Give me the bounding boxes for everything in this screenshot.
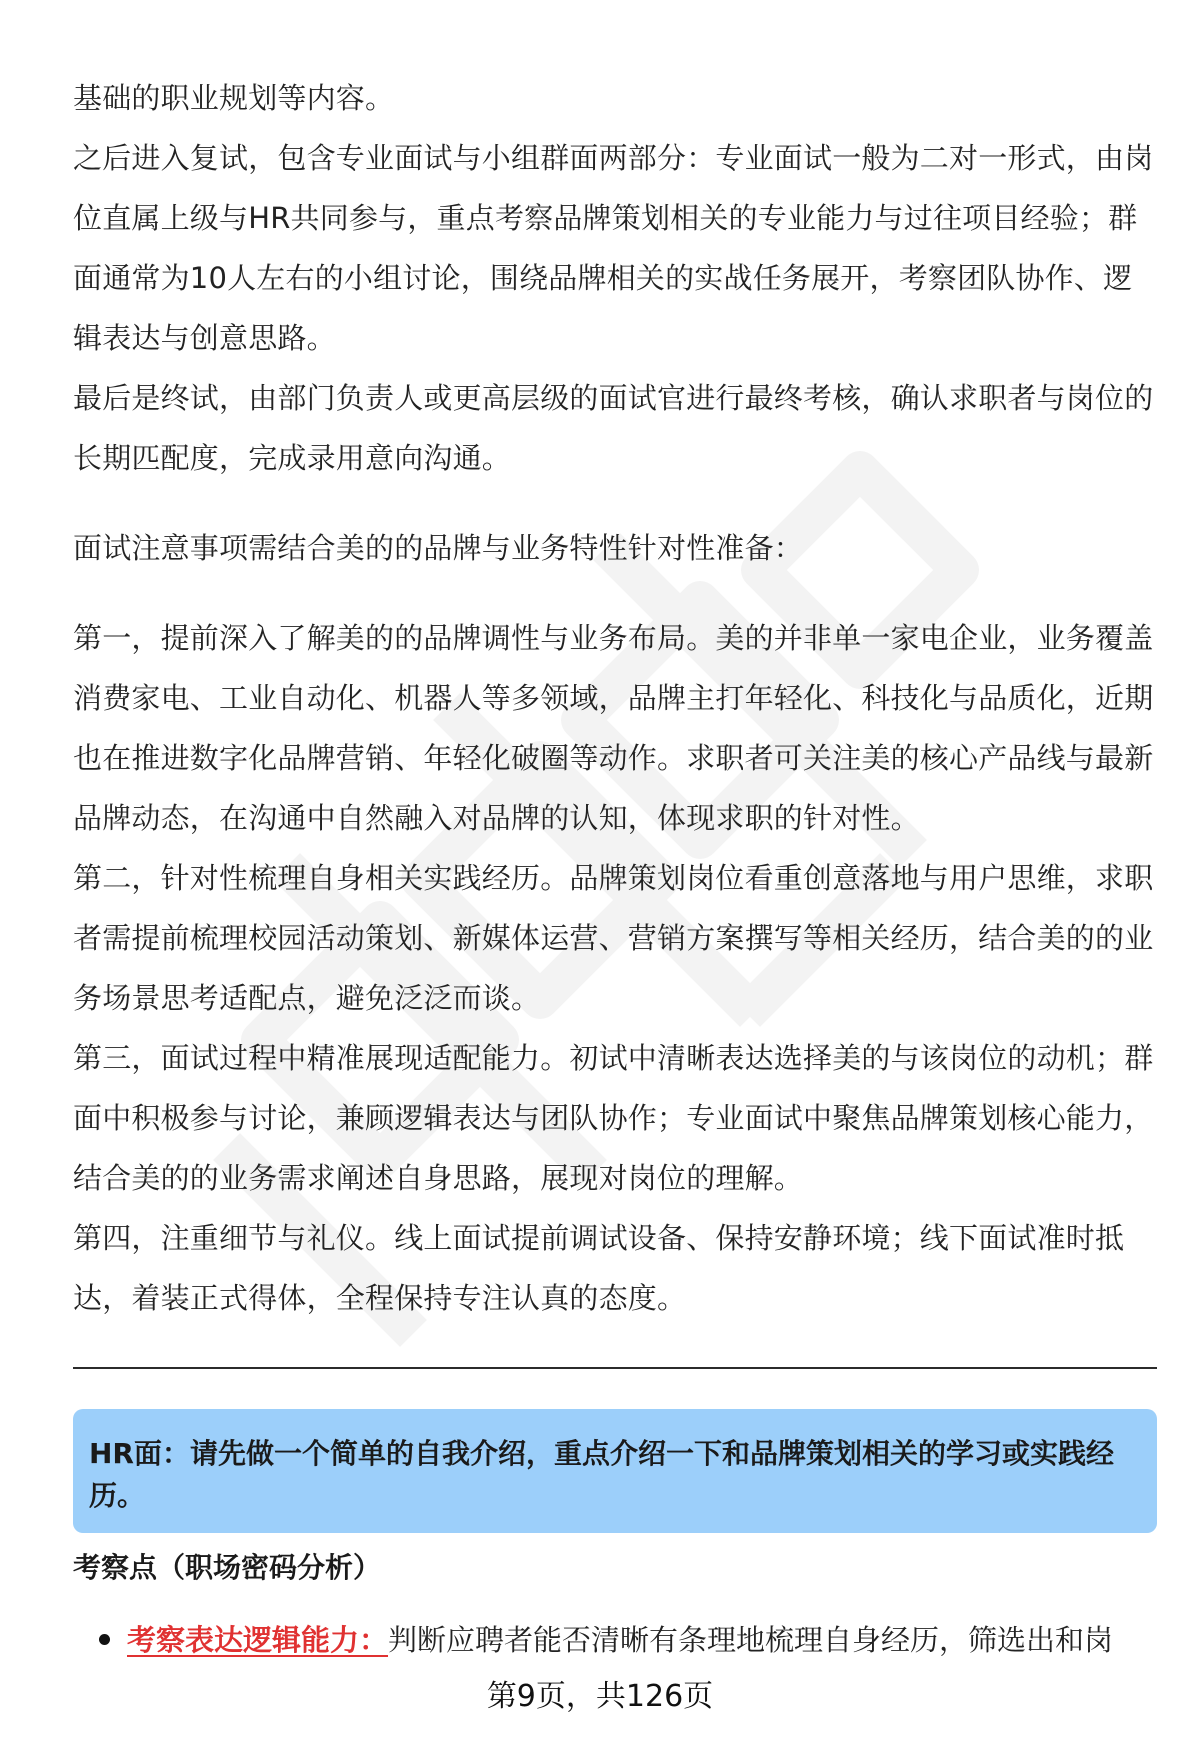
paragraph-career-planning: 基础的职业规划等内容。: [73, 81, 395, 115]
article-body: [73, 68, 1158, 1328]
list-item: [73, 1620, 1163, 1660]
paragraph-notes-intro: 面试注意事项需结合美的的品牌与业务特性针对性准备：: [73, 531, 804, 565]
paragraph-tip-4: 第四，注重细节与礼仪。线上面试提前调试设备、保持安静环境；线下面试准时抵达，着装正式得体，全程保持专注认真的态度。: [73, 1221, 1125, 1315]
question-callout: [73, 1409, 1157, 1533]
paragraph-tip-1: 第一，提前深入了解美的的品牌调性与业务布局。美的并非单一家电企业，业务覆盖消费家电、工业自动化、机器人等多领域，品牌主打年轻化、科技化与品质化，近期也在推进数字化品牌营销、年轻化破圈等动作。求职者可关注美的核心产品线与最新品牌动态，在沟通中自然融入对品牌的认知，体现求职的针对性。: [73, 621, 1154, 835]
paragraph-second-round: 之后进入复试，包含专业面试与小组群面两部分：专业面试一般为二对一形式，由岗位直属上级与HR共同参与，重点考察品牌策划相关的专业能力与过往项目经验；群面通常为10人左右的小组讨论，围绕品牌相关的实战任务展开，考察团队协作、逻辑表达与创意思路。: [73, 141, 1154, 355]
paragraph-tip-2: 第二，针对性梳理自身相关实践经历。品牌策划岗位看重创意落地与用户思维，求职者需提前梳理校园活动策划、新媒体运营、营销方案撰写等相关经历，结合美的的业务场景思考适配点，避免泛泛而谈。: [73, 861, 1154, 1015]
bullet-text: 判断应聘者能否清晰有条理地梳理自身经历，筛选出和岗: [388, 1623, 1114, 1657]
page-number: 第9页，共126页: [486, 1679, 714, 1714]
paragraph-final-round: 最后是终试，由部门负责人或更高层级的面试官进行最终考核，确认求职者与岗位的长期匹配度，完成录用意向沟通。: [73, 381, 1154, 475]
bullet-label: 考察表达逻辑能力：: [127, 1623, 389, 1657]
bullet-icon: [99, 1634, 110, 1645]
section-divider: [73, 1367, 1157, 1369]
question-text: HR面：请先做一个简单的自我介绍，重点介绍一下和品牌策划相关的学习或实践经历。: [89, 1437, 1114, 1512]
section-heading: 考察点（职场密码分析）: [73, 1551, 382, 1584]
paragraph-tip-3: 第三，面试过程中精准展现适配能力。初试中清晰表达选择美的与该岗位的动机；群面中积极参与讨论，兼顾逻辑表达与团队协作；专业面试中聚焦品牌策划核心能力，结合美的的业务需求阐述自身思路，展现对岗位的理解。: [73, 1041, 1154, 1195]
